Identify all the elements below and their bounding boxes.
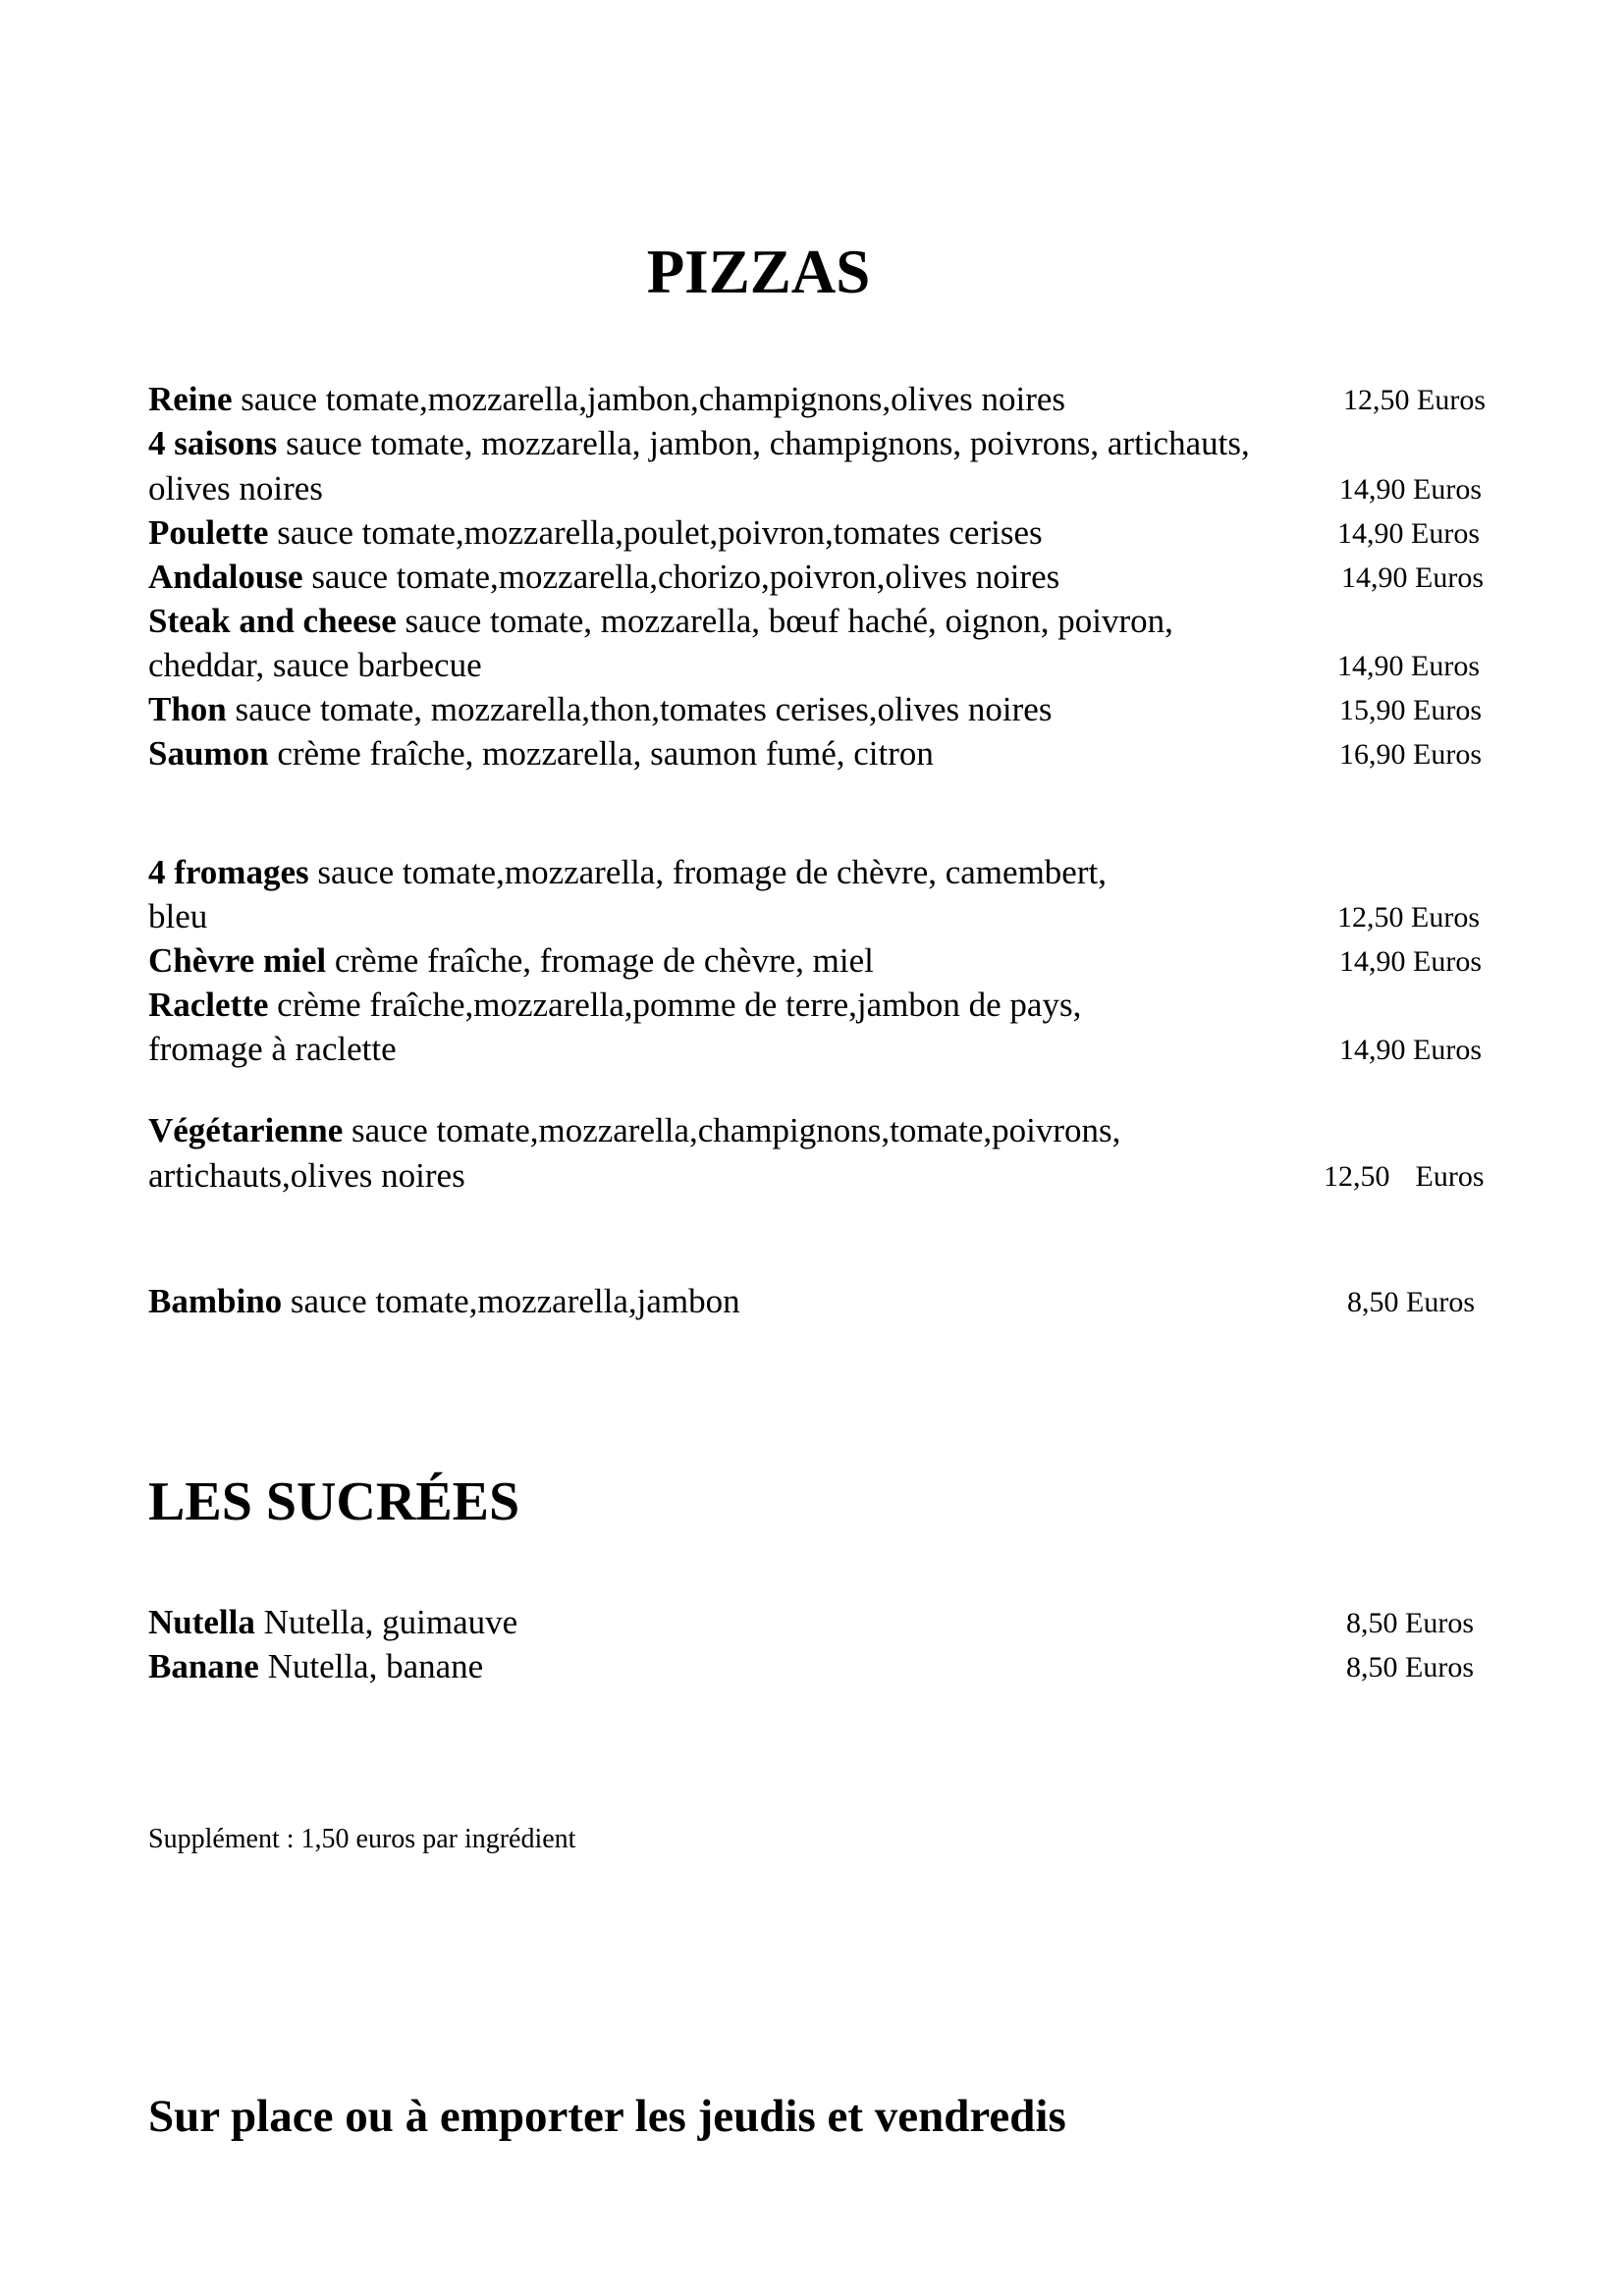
item-description: sauce tomate, mozzarella,thon,tomates cerises,olives noires — [235, 690, 1053, 728]
item-price-unit: Euros — [1415, 1160, 1485, 1193]
item-name: Thon — [148, 690, 227, 728]
item-description: crème fraîche,mozzarella,pomme de terre,jambon de pays, — [277, 986, 1082, 1024]
item-description-continued: artichauts,olives noires — [148, 1156, 465, 1195]
menu-item-chevre-miel — [148, 943, 874, 978]
footer-note: Sur place ou à emporter les jeudis et vendredis — [148, 2091, 1066, 2142]
item-price: 14,90 Euros — [1339, 1034, 1482, 1066]
item-description: sauce tomate,mozzarella, fromage de chèvre, camembert, — [317, 853, 1107, 891]
item-name: 4 saisons — [148, 424, 278, 462]
item-price: 14,90 Euros — [1337, 517, 1480, 550]
item-price: 14,90 Euros — [1337, 650, 1480, 682]
item-name: Nutella — [148, 1603, 255, 1641]
menu-item-steak-and-cheese — [148, 604, 1173, 638]
menu-item-vegetarienne — [148, 1113, 1120, 1148]
item-description: sauce tomate, mozzarella, bœuf haché, oignon, poivron, — [405, 602, 1173, 640]
item-description: sauce tomate,mozzarella,jambon — [290, 1282, 740, 1320]
item-name: Végétarienne — [148, 1111, 344, 1149]
supplement-note: Supplément : 1,50 euros par ingrédient — [148, 1824, 576, 1854]
menu-item-banane — [148, 1649, 483, 1683]
menu-item-bambino — [148, 1284, 740, 1318]
item-name: Banane — [148, 1647, 259, 1685]
item-price: 12,50 Euros — [1337, 901, 1480, 934]
menu-item-4-saisons — [148, 426, 1250, 460]
item-description: Nutella, banane — [267, 1647, 484, 1685]
item-price: 8,50 Euros — [1346, 1651, 1474, 1683]
item-name: Andalouse — [148, 558, 303, 596]
item-name: Reine — [148, 380, 233, 418]
menu-item-4-fromages — [148, 855, 1107, 889]
item-price: 14,90 Euros — [1341, 561, 1484, 594]
menu-item-reine — [148, 382, 1065, 416]
item-description-continued: cheddar, sauce barbecue — [148, 646, 482, 684]
item-name: Poulette — [148, 513, 269, 552]
menu-item-saumon — [148, 736, 934, 771]
item-price: 16,90 Euros — [1339, 738, 1482, 771]
item-name: Chèvre miel — [148, 941, 327, 980]
item-description-continued: olives noires — [148, 469, 323, 507]
pizzas-title: PIZZAS — [646, 238, 871, 306]
item-name: Saumon — [148, 734, 269, 773]
item-price: 12,50 Euros — [1343, 384, 1486, 416]
item-price — [1324, 1162, 1485, 1192]
item-description-continued: bleu — [148, 897, 208, 935]
item-description: sauce tomate,mozzarella,poulet,poivron,tomates cerises — [277, 513, 1043, 552]
item-price: 8,50 Euros — [1346, 1607, 1474, 1639]
menu-item-poulette — [148, 515, 1043, 550]
item-price-amount: 12,50 — [1324, 1160, 1390, 1193]
item-description: crème fraîche, fromage de chèvre, miel — [334, 941, 874, 980]
item-price: 14,90 Euros — [1339, 473, 1482, 506]
item-name: Steak and cheese — [148, 602, 397, 640]
menu-item-raclette — [148, 988, 1081, 1022]
item-description: sauce tomate,mozzarella,champignons,tomate,poivrons, — [352, 1111, 1121, 1149]
sweets-title: LES SUCRÉES — [148, 1471, 520, 1532]
item-name: Bambino — [148, 1282, 283, 1320]
item-name: Raclette — [148, 986, 269, 1024]
item-description: crème fraîche, mozzarella, saumon fumé, citron — [277, 734, 934, 773]
menu-item-nutella — [148, 1605, 517, 1639]
item-description-continued: fromage à raclette — [148, 1030, 397, 1068]
item-description: sauce tomate,mozzarella,chorizo,poivron,olives noires — [311, 558, 1060, 596]
item-price: 14,90 Euros — [1339, 945, 1482, 978]
item-description: sauce tomate,mozzarella,jambon,champignons,olives noires — [241, 380, 1066, 418]
item-description: sauce tomate, mozzarella, jambon, champignons, poivrons, artichauts, — [286, 424, 1250, 462]
item-description: Nutella, guimauve — [263, 1603, 518, 1641]
item-price: 8,50 Euros — [1347, 1286, 1475, 1318]
menu-item-andalouse — [148, 560, 1059, 594]
menu-item-thon — [148, 692, 1052, 726]
item-price: 15,90 Euros — [1339, 694, 1482, 726]
item-name: 4 fromages — [148, 853, 309, 891]
